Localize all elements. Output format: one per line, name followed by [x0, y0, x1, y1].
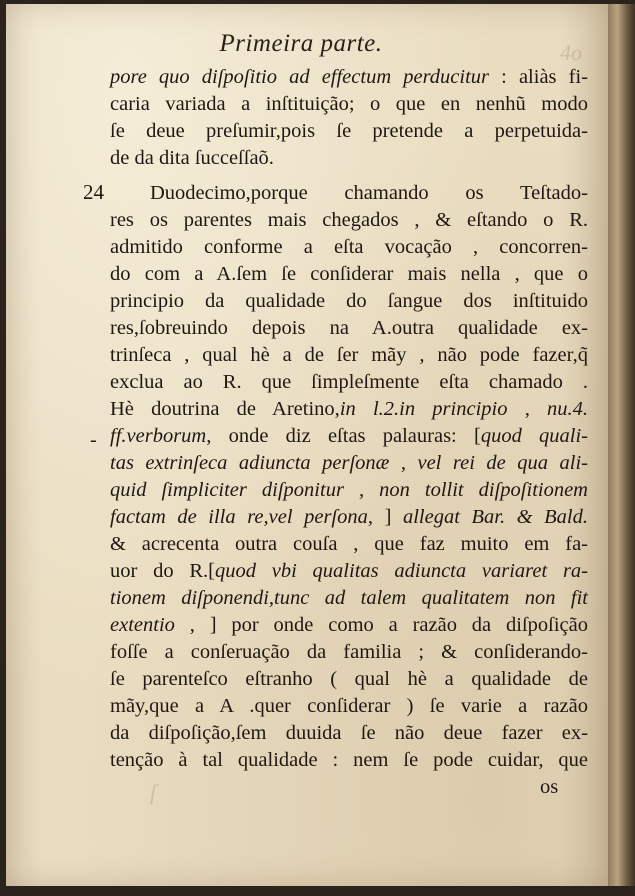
paragraph-number: 24 — [83, 180, 104, 204]
text-span: exclua ao R. que ſimpleſmente eſta chamado . — [110, 371, 588, 393]
text-line — [110, 396, 588, 423]
text-span: admitido conforme a eſta vocação , concorren- — [110, 236, 588, 258]
latin-citation: in l.2.in principio — [339, 398, 508, 420]
text-line — [540, 774, 558, 801]
text-span: foſſe a conſeruação da familia ; & conſiderando- — [110, 641, 588, 663]
text-line — [110, 423, 588, 450]
text-line — [110, 720, 588, 747]
latin-citation: tionem diſponendi,tunc ad talem qualitatem non fit — [110, 587, 588, 609]
text-span: principio da qualidade do ſangue dos inſtituido — [110, 290, 588, 312]
text-line — [110, 585, 588, 612]
text-span: , onde diz eſtas palauras: [ — [206, 425, 481, 447]
text-span: mãy,que a A .quer conſiderar ) ſe varie a razão — [110, 695, 588, 717]
text-span: ] — [373, 506, 403, 528]
text-span: res os parentes mais chegados , & eſtando o R. — [110, 209, 588, 231]
text-line — [110, 315, 588, 342]
margin-mark: - — [90, 429, 97, 451]
text-line — [110, 693, 588, 720]
text-line — [110, 288, 588, 315]
text-line — [110, 666, 588, 693]
latin-citation: extentio — [110, 614, 175, 636]
text-line — [110, 261, 588, 288]
latin-citation: quod quali- — [480, 425, 589, 447]
text-line — [110, 118, 588, 145]
page-title: Primeira parte. — [219, 30, 383, 57]
latin-citation: nu.4. — [547, 398, 589, 420]
text-span: Hè doutrina de Aretino, — [110, 398, 340, 420]
text-line — [110, 91, 588, 118]
text-span: do com a A.ſem ſe conſiderar mais nella , que o — [110, 263, 588, 285]
text-line — [110, 369, 588, 396]
text-line — [110, 234, 588, 261]
text-line — [110, 531, 588, 558]
text-line — [150, 180, 588, 207]
latin-citation: pore quo diſpoſitio ad effectum perducitur — [110, 66, 490, 88]
latin-citation: allegat Bar. & Bald. — [402, 506, 589, 528]
text-span: tenção à tal qualidade : nem ſe pode cuidar, que — [110, 749, 588, 771]
text-line — [110, 207, 588, 234]
text-line — [110, 450, 588, 477]
text-span: de da dita ſucceſſaõ. — [110, 147, 274, 169]
text-span: uor do R.[ — [110, 560, 215, 582]
text-line — [110, 342, 588, 369]
text-line — [110, 145, 274, 172]
latin-citation: tas extrinſeca adiuncta perſonæ , vel rei de qua ali- — [110, 452, 588, 474]
latin-citation: ff.verborum — [110, 425, 207, 447]
latin-citation: quid ſimpliciter diſponitur , non tollit diſpoſitionem — [110, 479, 588, 501]
text-span: da diſpoſição,ſem duuida ſe não deue fazer ex- — [110, 722, 588, 744]
bleed-through: 4o — [560, 40, 582, 65]
text-span: os — [540, 776, 559, 798]
text-span: Duodecimo,porque chamando os Teſtado- — [150, 182, 588, 204]
text-line — [110, 558, 588, 585]
text-span: : aliàs fi- — [489, 66, 588, 88]
text-span: ſe parenteſco eſtranho ( qual hè a qualidade de — [110, 668, 588, 690]
text-line — [110, 639, 588, 666]
text-span: & acrecenta outra couſa , que faz muito em fa- — [110, 533, 588, 555]
text-line — [110, 477, 588, 504]
text-line — [110, 504, 588, 531]
text-span: , ] por onde como a razão da diſpoſição — [174, 614, 588, 636]
bleed-through: ſ — [150, 780, 157, 805]
book-spine — [608, 4, 635, 886]
text-span: trinſeca , qual hè a de ſer mãy , não pode fazer,q̃ — [110, 344, 588, 366]
text-line — [110, 64, 588, 91]
text-span: caria variada a inſtituição; o que en nenhũ modo — [110, 93, 588, 115]
text-span: res,ſobreuindo depois na A.outra qualidade ex- — [110, 317, 588, 339]
text-line — [110, 747, 588, 774]
text-span: ſe deue preſumir,pois ſe pretende a perpetuida- — [110, 120, 588, 142]
latin-citation: factam de illa re,vel perſona, — [110, 506, 373, 528]
latin-citation: quod vbi qualitas adiuncta variaret ra- — [214, 560, 588, 582]
text-line — [110, 612, 588, 639]
text-span: , — [507, 398, 548, 420]
